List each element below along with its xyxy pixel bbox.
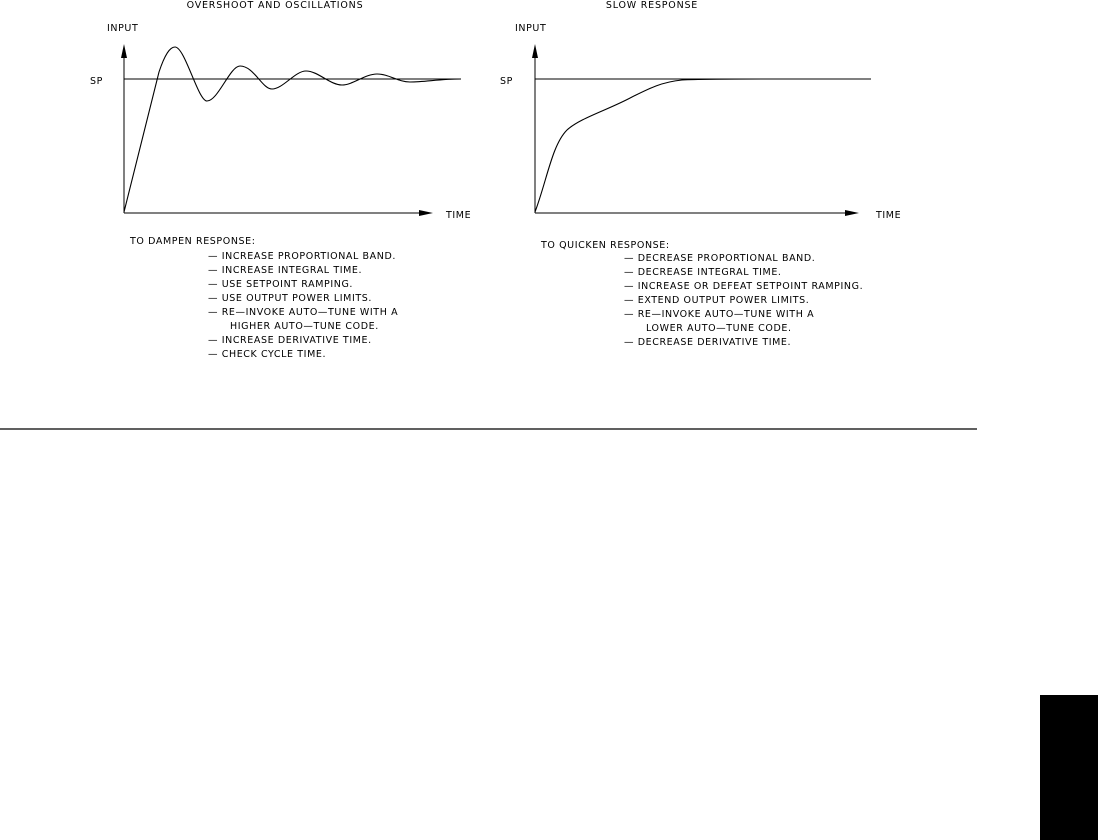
left-item: HIGHER AUTO—TUNE CODE. bbox=[230, 321, 379, 332]
right-item: — INCREASE OR DEFEAT SETPOINT RAMPING. bbox=[624, 281, 864, 292]
right-panel bbox=[500, 0, 901, 348]
left-item: — RE—INVOKE AUTO—TUNE WITH A bbox=[208, 307, 399, 318]
right-item: LOWER AUTO—TUNE CODE. bbox=[646, 323, 792, 334]
left-panel-title: OVERSHOOT AND OSCILLATIONS bbox=[186, 0, 364, 11]
right-heading: TO QUICKEN RESPONSE: bbox=[541, 240, 670, 251]
left-item: — CHECK CYCLE TIME. bbox=[208, 349, 327, 360]
left-item: — USE OUTPUT POWER LIMITS. bbox=[208, 293, 373, 304]
left-y-axis-arrow bbox=[121, 44, 127, 58]
right-item: — EXTEND OUTPUT POWER LIMITS. bbox=[624, 295, 810, 306]
right-x-axis-arrow bbox=[845, 210, 859, 216]
left-y-axis-label: INPUT bbox=[107, 23, 139, 34]
left-heading: TO DAMPEN RESPONSE: bbox=[130, 236, 256, 247]
left-x-axis-arrow bbox=[419, 210, 433, 216]
right-sp-label: SP bbox=[500, 76, 513, 87]
right-y-axis-arrow bbox=[532, 44, 538, 58]
left-oscillating-response-curve bbox=[124, 47, 461, 212]
left-panel bbox=[90, 0, 471, 360]
right-item: — DECREASE INTEGRAL TIME. bbox=[624, 267, 782, 278]
left-item: — INCREASE PROPORTIONAL BAND. bbox=[208, 251, 396, 262]
right-item: — DECREASE PROPORTIONAL BAND. bbox=[624, 253, 816, 264]
right-x-axis-label: TIME bbox=[876, 210, 902, 221]
left-item: — INCREASE INTEGRAL TIME. bbox=[208, 265, 363, 276]
left-item: — INCREASE DERIVATIVE TIME. bbox=[208, 335, 372, 346]
right-item: — DECREASE DERIVATIVE TIME. bbox=[624, 337, 792, 348]
left-item: — USE SETPOINT RAMPING. bbox=[208, 279, 354, 290]
left-sp-label: SP bbox=[90, 76, 103, 87]
right-slow-response-curve bbox=[535, 79, 770, 212]
right-item: — RE—INVOKE AUTO—TUNE WITH A bbox=[624, 309, 815, 320]
right-y-axis-label: INPUT bbox=[515, 23, 547, 34]
right-panel-title: SLOW RESPONSE bbox=[605, 0, 699, 11]
left-x-axis-label: TIME bbox=[446, 210, 472, 221]
page-edge-tab bbox=[1040, 695, 1098, 840]
